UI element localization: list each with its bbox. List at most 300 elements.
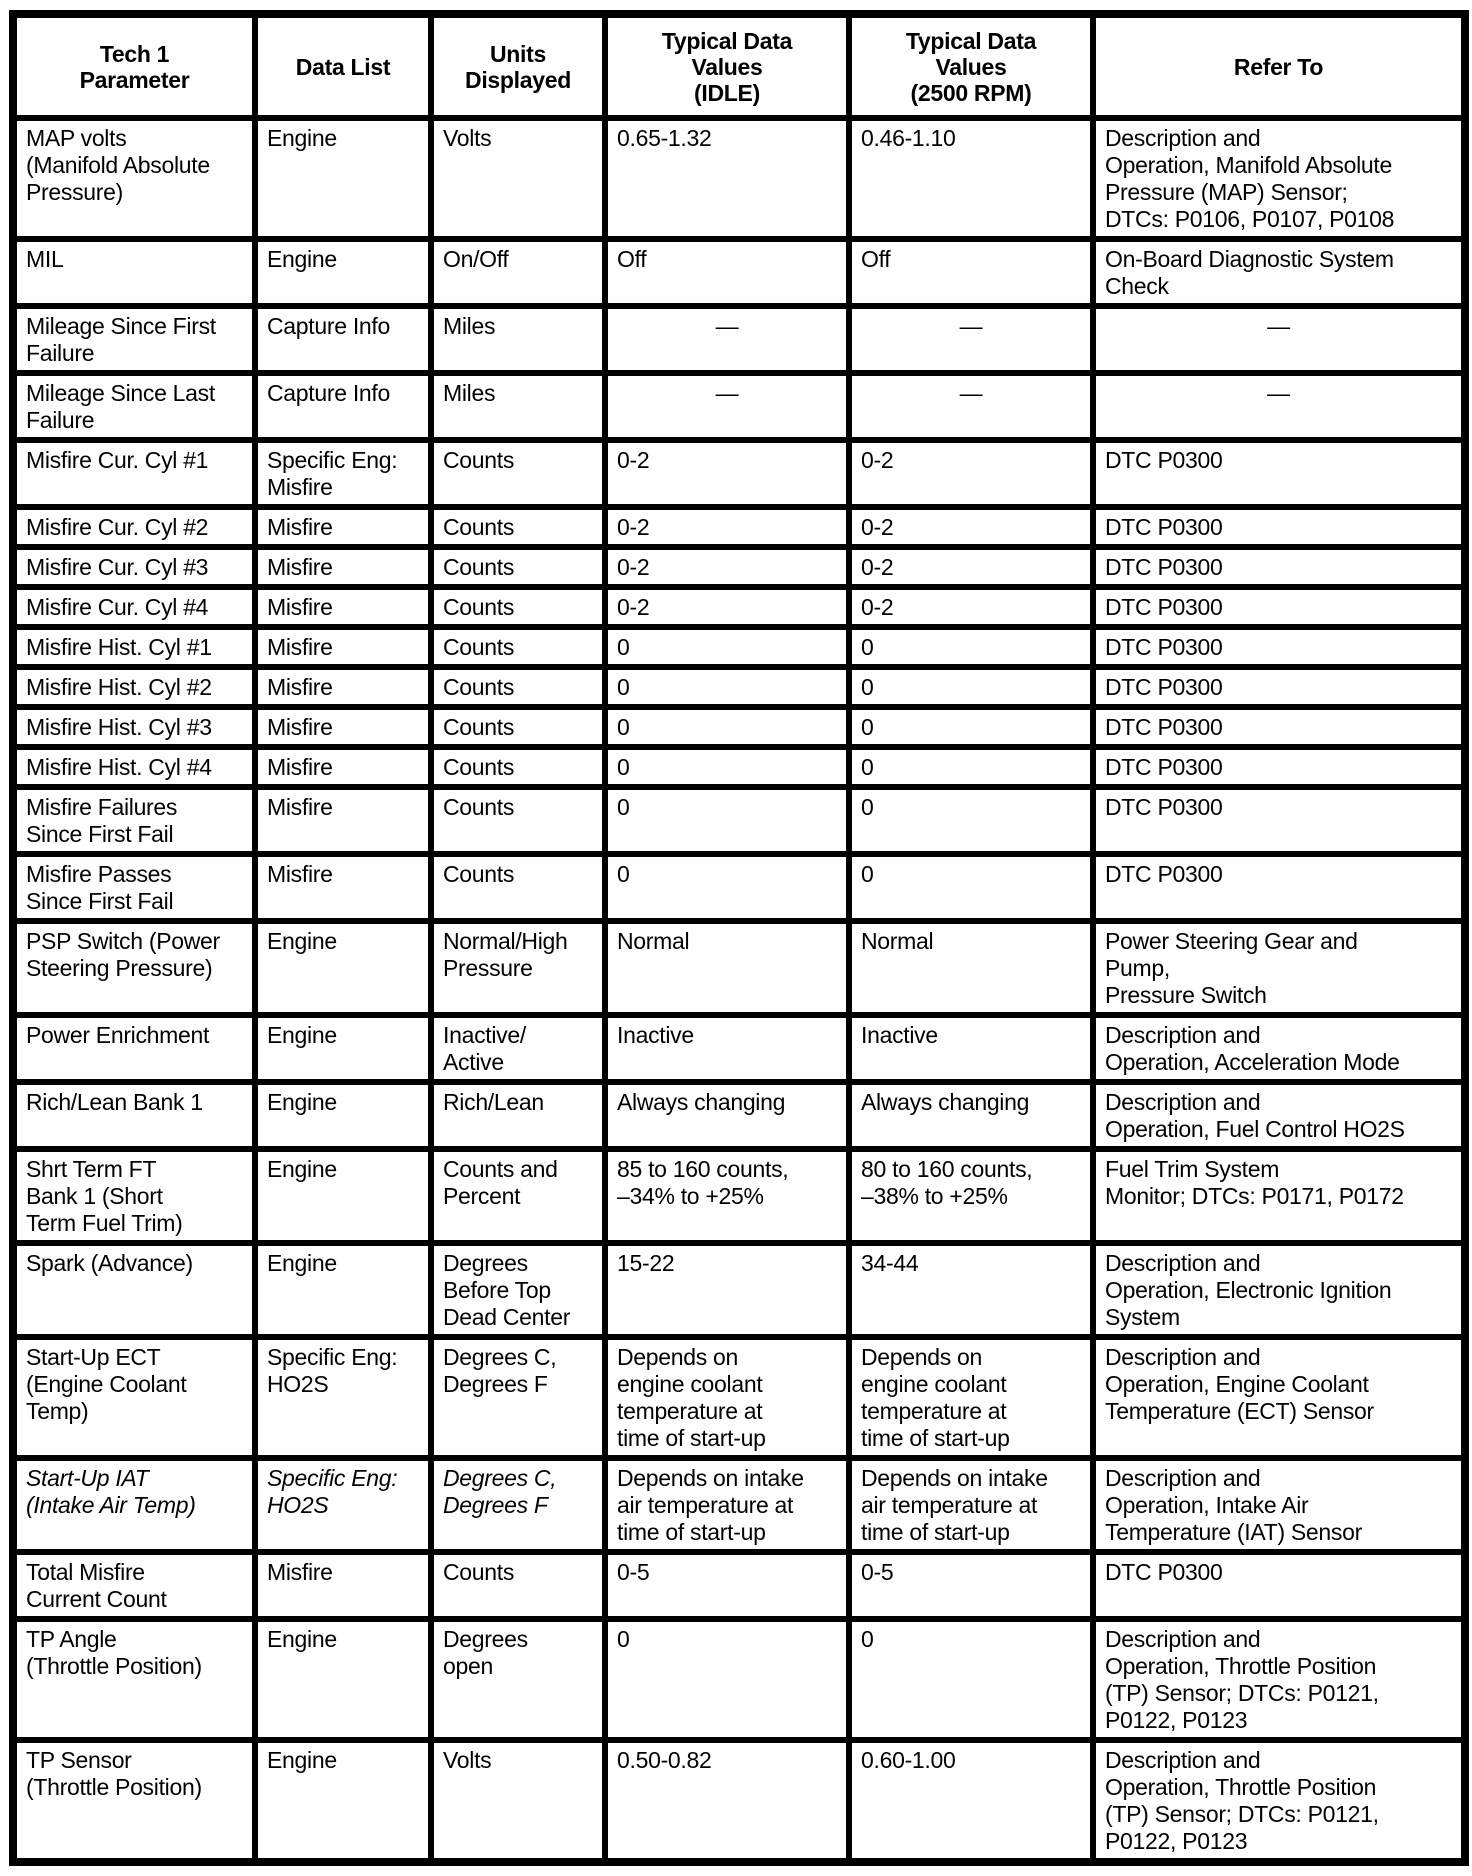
- cell-units: [431, 1552, 605, 1619]
- cell-units: [431, 1337, 605, 1458]
- cell-text-line: 0-5: [617, 1559, 650, 1585]
- cell-text-line: Inactive: [617, 1022, 694, 1048]
- cell-data-list: [255, 239, 431, 306]
- cell-text-line: Temperature (ECT) Sensor: [1105, 1398, 1374, 1424]
- cell-text-line: Description and: [1105, 1747, 1261, 1773]
- cell-text-line: 0: [861, 674, 874, 700]
- cell-text-line: Pump,: [1105, 955, 1170, 981]
- cell-2500rpm-value: [849, 587, 1093, 627]
- cell-units: [431, 1082, 605, 1149]
- cell-text-line: Dead Center: [443, 1304, 571, 1330]
- cell-text-line: On-Board Diagnostic System: [1105, 246, 1394, 272]
- header-line: Values: [935, 53, 1007, 80]
- cell-text-line: Start-Up IAT: [26, 1465, 149, 1491]
- table-row: [13, 1740, 1465, 1862]
- cell-idle-value: [605, 747, 849, 787]
- cell-text-line: –34% to +25%: [617, 1183, 764, 1209]
- dash-placeholder: —: [959, 313, 983, 339]
- cell-text-line: Miles: [443, 313, 496, 339]
- dash-placeholder: —: [959, 380, 983, 406]
- cell-text-line: DTC P0300: [1105, 554, 1223, 580]
- cell-idle-value: [605, 627, 849, 667]
- cell-text-line: 0-2: [861, 594, 894, 620]
- cell-text-line: Off: [617, 246, 647, 272]
- cell-text-line: DTC P0300: [1105, 514, 1223, 540]
- cell-text-line: MIL: [26, 246, 64, 272]
- cell-text-line: Engine: [267, 1626, 337, 1652]
- cell-idle-value: [605, 1337, 849, 1458]
- cell-2500rpm-value: [849, 1552, 1093, 1619]
- cell-parameter: [13, 1149, 255, 1243]
- cell-refer-to: [1093, 507, 1465, 547]
- cell-data-list: [255, 1619, 431, 1740]
- cell-text-line: Counts: [443, 674, 515, 700]
- cell-text-line: P0122, P0123: [1105, 1828, 1248, 1854]
- cell-data-list: [255, 1337, 431, 1458]
- cell-text-line: Specific Eng:: [267, 1465, 398, 1491]
- cell-refer-to: [1093, 118, 1465, 239]
- cell-2500rpm-value: [849, 239, 1093, 306]
- cell-parameter: [13, 547, 255, 587]
- cell-parameter: [13, 507, 255, 547]
- cell-text-line: Misfire: [267, 1559, 333, 1585]
- cell-parameter: [13, 747, 255, 787]
- cell-refer-to: [1093, 587, 1465, 627]
- cell-data-list: [255, 1015, 431, 1082]
- table-row: [13, 587, 1465, 627]
- cell-data-list: [255, 373, 431, 440]
- cell-text-line: Counts: [443, 754, 515, 780]
- cell-parameter: [13, 587, 255, 627]
- cell-text-line: 85 to 160 counts,: [617, 1156, 789, 1182]
- table-row: [13, 306, 1465, 373]
- cell-text-line: Counts: [443, 794, 515, 820]
- cell-text-line: Always changing: [617, 1089, 786, 1115]
- cell-parameter: [13, 627, 255, 667]
- cell-text-line: Operation, Throttle Position: [1105, 1653, 1377, 1679]
- cell-text-line: Counts: [443, 514, 515, 540]
- cell-idle-value: [605, 854, 849, 921]
- cell-idle-value: [605, 239, 849, 306]
- cell-2500rpm-value: [849, 1149, 1093, 1243]
- cell-refer-to: [1093, 667, 1465, 707]
- cell-text-line: Misfire: [267, 474, 333, 500]
- cell-idle-value: [605, 1015, 849, 1082]
- table-row: [13, 440, 1465, 507]
- cell-refer-to: [1093, 1243, 1465, 1337]
- cell-units: [431, 373, 605, 440]
- cell-text-line: (TP) Sensor; DTCs: P0121,: [1105, 1801, 1379, 1827]
- cell-text-line: Rich/Lean Bank 1: [26, 1089, 203, 1115]
- table-row: [13, 1149, 1465, 1243]
- table-row: [13, 1552, 1465, 1619]
- cell-text-line: time of start-up: [861, 1519, 1010, 1545]
- cell-text-line: Misfire: [267, 794, 333, 820]
- cell-text-line: Engine: [267, 125, 337, 151]
- dash-placeholder: —: [1267, 380, 1290, 406]
- cell-text-line: Engine: [267, 246, 337, 272]
- cell-data-list: [255, 118, 431, 239]
- cell-text-line: Misfire Passes: [26, 861, 172, 887]
- cell-parameter: [13, 707, 255, 747]
- cell-refer-to: [1093, 1082, 1465, 1149]
- cell-refer-to: [1093, 1149, 1465, 1243]
- cell-units: [431, 747, 605, 787]
- dash-placeholder: —: [715, 313, 739, 339]
- cell-text-line: 15-22: [617, 1250, 675, 1276]
- cell-text-line: (Throttle Position): [26, 1774, 202, 1800]
- cell-idle-value: [605, 921, 849, 1015]
- cell-idle-value: [605, 373, 849, 440]
- cell-parameter: [13, 1619, 255, 1740]
- cell-2500rpm-value: [849, 1015, 1093, 1082]
- cell-text-line: DTC P0300: [1105, 674, 1223, 700]
- cell-units: [431, 921, 605, 1015]
- cell-text-line: time of start-up: [617, 1425, 766, 1451]
- tech1-parameter-table: [9, 10, 1469, 1866]
- cell-refer-to: [1093, 921, 1465, 1015]
- cell-2500rpm-value: [849, 507, 1093, 547]
- table-row: [13, 507, 1465, 547]
- cell-text-line: 0: [861, 1626, 874, 1652]
- cell-text-line: Normal/High: [443, 928, 568, 954]
- cell-text-line: Since First Fail: [26, 821, 174, 847]
- cell-text-line: 0-2: [617, 554, 650, 580]
- cell-text-line: Misfire: [267, 714, 333, 740]
- cell-idle-value: [605, 1149, 849, 1243]
- cell-text-line: Degrees C,: [443, 1344, 557, 1370]
- header-line: Parameter: [79, 66, 190, 93]
- header-line: Displayed: [465, 66, 571, 93]
- cell-text-line: P0122, P0123: [1105, 1707, 1248, 1733]
- cell-text-line: Engine: [267, 1250, 337, 1276]
- cell-text-line: 0-2: [617, 514, 650, 540]
- cell-text-line: Description and: [1105, 125, 1261, 151]
- header-data-list: [255, 14, 431, 118]
- cell-data-list: [255, 587, 431, 627]
- cell-idle-value: [605, 787, 849, 854]
- cell-2500rpm-value: [849, 747, 1093, 787]
- cell-2500rpm-value: [849, 1337, 1093, 1458]
- cell-text-line: DTC P0300: [1105, 1559, 1223, 1585]
- table-row: [13, 667, 1465, 707]
- cell-idle-value: [605, 1243, 849, 1337]
- table-row: [13, 547, 1465, 587]
- cell-2500rpm-value: [849, 373, 1093, 440]
- cell-text-line: Off: [861, 246, 891, 272]
- table-row: [13, 1243, 1465, 1337]
- cell-2500rpm-value: [849, 627, 1093, 667]
- cell-text-line: Mileage Since Last: [26, 380, 215, 406]
- cell-text-line: DTC P0300: [1105, 861, 1223, 887]
- cell-text-line: Bank 1 (Short: [26, 1183, 163, 1209]
- cell-refer-to: [1093, 627, 1465, 667]
- cell-idle-value: [605, 1458, 849, 1552]
- cell-text-line: Degrees C,: [443, 1465, 557, 1491]
- cell-idle-value: [605, 1082, 849, 1149]
- cell-text-line: TP Angle: [26, 1626, 117, 1652]
- cell-text-line: (Manifold Absolute: [26, 152, 210, 178]
- cell-text-line: HO2S: [267, 1492, 329, 1518]
- cell-text-line: Misfire: [267, 594, 333, 620]
- cell-parameter: [13, 854, 255, 921]
- cell-text-line: air temperature at: [617, 1492, 794, 1518]
- table-header-row: [13, 14, 1465, 118]
- cell-text-line: Misfire: [267, 514, 333, 540]
- cell-text-line: 0-2: [861, 447, 894, 473]
- cell-units: [431, 547, 605, 587]
- cell-text-line: Volts: [443, 1747, 492, 1773]
- table-row: [13, 373, 1465, 440]
- cell-text-line: Misfire: [267, 634, 333, 660]
- cell-idle-value: [605, 118, 849, 239]
- cell-units: [431, 1740, 605, 1862]
- cell-text-line: Misfire Hist. Cyl #4: [26, 754, 212, 780]
- cell-text-line: Operation, Intake Air: [1105, 1492, 1309, 1518]
- cell-text-line: 0-2: [861, 514, 894, 540]
- header-typical-idle: [605, 14, 849, 118]
- cell-text-line: Misfire Cur. Cyl #1: [26, 447, 209, 473]
- cell-text-line: Steering Pressure): [26, 955, 213, 981]
- cell-text-line: 0: [861, 794, 874, 820]
- header-units-displayed: [431, 14, 605, 118]
- cell-text-line: 0.60-1.00: [861, 1747, 956, 1773]
- cell-text-line: Failure: [26, 407, 95, 433]
- cell-text-line: Degrees: [443, 1626, 528, 1652]
- header-line: (2500 RPM): [910, 79, 1032, 106]
- cell-text-line: Counts: [443, 594, 515, 620]
- cell-text-line: Current Count: [26, 1586, 167, 1612]
- cell-data-list: [255, 1740, 431, 1862]
- table-row: [13, 854, 1465, 921]
- cell-units: [431, 1149, 605, 1243]
- cell-text-line: 0: [617, 674, 630, 700]
- cell-2500rpm-value: [849, 707, 1093, 747]
- cell-text-line: 0: [617, 861, 630, 887]
- header-line: Typical Data: [661, 27, 793, 54]
- cell-text-line: (Engine Coolant: [26, 1371, 187, 1397]
- cell-text-line: Before Top: [443, 1277, 551, 1303]
- cell-text-line: Counts: [443, 861, 515, 887]
- cell-refer-to: [1093, 1458, 1465, 1552]
- cell-text-line: Temp): [26, 1398, 89, 1424]
- cell-refer-to: [1093, 440, 1465, 507]
- dash-placeholder: —: [715, 380, 739, 406]
- cell-text-line: 0.46-1.10: [861, 125, 956, 151]
- cell-units: [431, 667, 605, 707]
- cell-text-line: Misfire: [267, 754, 333, 780]
- cell-text-line: 0: [861, 754, 874, 780]
- cell-2500rpm-value: [849, 440, 1093, 507]
- cell-text-line: DTC P0300: [1105, 447, 1223, 473]
- cell-units: [431, 1015, 605, 1082]
- cell-text-line: 0: [617, 1626, 630, 1652]
- table-row: [13, 1337, 1465, 1458]
- cell-refer-to: [1093, 707, 1465, 747]
- cell-refer-to: [1093, 1552, 1465, 1619]
- header-line: Typical Data: [905, 27, 1037, 54]
- cell-text-line: Monitor; DTCs: P0171, P0172: [1105, 1183, 1404, 1209]
- table-row: [13, 921, 1465, 1015]
- cell-text-line: Active: [443, 1049, 504, 1075]
- cell-text-line: 0-2: [617, 447, 650, 473]
- cell-text-line: Description and: [1105, 1465, 1261, 1491]
- cell-text-line: DTC P0300: [1105, 754, 1223, 780]
- header-line: Refer To: [1233, 53, 1324, 80]
- cell-refer-to: [1093, 373, 1465, 440]
- cell-text-line: 0: [861, 861, 874, 887]
- cell-text-line: Misfire: [267, 861, 333, 887]
- cell-parameter: [13, 1740, 255, 1862]
- cell-text-line: Misfire Hist. Cyl #3: [26, 714, 212, 740]
- cell-text-line: Operation, Electronic Ignition: [1105, 1277, 1392, 1303]
- cell-text-line: Spark (Advance): [26, 1250, 193, 1276]
- cell-data-list: [255, 440, 431, 507]
- cell-parameter: [13, 1552, 255, 1619]
- header-line: (IDLE): [694, 79, 760, 106]
- cell-data-list: [255, 1243, 431, 1337]
- cell-text-line: Power Steering Gear and: [1105, 928, 1358, 954]
- cell-idle-value: [605, 547, 849, 587]
- cell-idle-value: [605, 507, 849, 547]
- cell-text-line: Specific Eng:: [267, 1344, 398, 1370]
- cell-units: [431, 854, 605, 921]
- cell-parameter: [13, 667, 255, 707]
- cell-text-line: time of start-up: [861, 1425, 1010, 1451]
- cell-idle-value: [605, 707, 849, 747]
- cell-text-line: 0-5: [861, 1559, 894, 1585]
- cell-text-line: Counts: [443, 1559, 515, 1585]
- cell-units: [431, 787, 605, 854]
- cell-refer-to: [1093, 1619, 1465, 1740]
- cell-text-line: Degrees F: [443, 1492, 548, 1518]
- cell-data-list: [255, 1552, 431, 1619]
- header-refer-to: [1093, 14, 1465, 118]
- cell-text-line: Percent: [443, 1183, 521, 1209]
- cell-parameter: [13, 373, 255, 440]
- cell-text-line: System: [1105, 1304, 1180, 1330]
- cell-idle-value: [605, 1740, 849, 1862]
- table-row: [13, 1619, 1465, 1740]
- cell-units: [431, 1243, 605, 1337]
- cell-text-line: 0.65-1.32: [617, 125, 712, 151]
- cell-text-line: temperature at: [861, 1398, 1007, 1424]
- cell-text-line: Misfire: [267, 554, 333, 580]
- cell-text-line: PSP Switch (Power: [26, 928, 220, 954]
- cell-parameter: [13, 118, 255, 239]
- cell-text-line: Degrees: [443, 1250, 528, 1276]
- table-row: [13, 627, 1465, 667]
- cell-parameter: [13, 1337, 255, 1458]
- cell-text-line: Operation, Fuel Control HO2S: [1105, 1116, 1405, 1142]
- cell-text-line: Misfire Hist. Cyl #2: [26, 674, 212, 700]
- cell-text-line: Operation, Acceleration Mode: [1105, 1049, 1400, 1075]
- cell-text-line: 34-44: [861, 1250, 919, 1276]
- cell-text-line: Rich/Lean: [443, 1089, 544, 1115]
- cell-data-list: [255, 507, 431, 547]
- cell-text-line: Term Fuel Trim): [26, 1210, 183, 1236]
- cell-text-line: 0: [617, 754, 630, 780]
- cell-text-line: Counts: [443, 554, 515, 580]
- cell-text-line: Misfire Cur. Cyl #3: [26, 554, 209, 580]
- cell-text-line: Operation, Throttle Position: [1105, 1774, 1377, 1800]
- cell-parameter: [13, 239, 255, 306]
- cell-text-line: Depends on intake: [617, 1465, 804, 1491]
- cell-parameter: [13, 787, 255, 854]
- cell-text-line: Counts and: [443, 1156, 558, 1182]
- cell-text-line: 0: [617, 714, 630, 740]
- cell-2500rpm-value: [849, 854, 1093, 921]
- cell-2500rpm-value: [849, 118, 1093, 239]
- cell-text-line: Miles: [443, 380, 496, 406]
- table-row: [13, 239, 1465, 306]
- cell-text-line: Engine: [267, 1156, 337, 1182]
- cell-text-line: (TP) Sensor; DTCs: P0121,: [1105, 1680, 1379, 1706]
- cell-text-line: Volts: [443, 125, 492, 151]
- cell-text-line: Total Misfire: [26, 1559, 145, 1585]
- header-line: Units: [489, 40, 546, 67]
- cell-units: [431, 306, 605, 373]
- cell-text-line: Check: [1105, 273, 1169, 299]
- table-row: [13, 787, 1465, 854]
- cell-2500rpm-value: [849, 667, 1093, 707]
- cell-data-list: [255, 747, 431, 787]
- header-line: Data List: [295, 53, 391, 80]
- table-row: [13, 118, 1465, 239]
- cell-text-line: HO2S: [267, 1371, 329, 1397]
- cell-refer-to: [1093, 306, 1465, 373]
- cell-2500rpm-value: [849, 547, 1093, 587]
- cell-text-line: 0: [617, 634, 630, 660]
- cell-text-line: Operation, Manifold Absolute: [1105, 152, 1392, 178]
- cell-2500rpm-value: [849, 787, 1093, 854]
- cell-parameter: [13, 306, 255, 373]
- cell-text-line: DTC P0300: [1105, 714, 1223, 740]
- cell-text-line: Counts: [443, 714, 515, 740]
- cell-text-line: Normal: [617, 928, 690, 954]
- cell-units: [431, 118, 605, 239]
- cell-text-line: Misfire Hist. Cyl #1: [26, 634, 212, 660]
- cell-text-line: DTC P0300: [1105, 794, 1223, 820]
- cell-text-line: Shrt Term FT: [26, 1156, 157, 1182]
- cell-data-list: [255, 306, 431, 373]
- cell-units: [431, 440, 605, 507]
- table-row: [13, 1458, 1465, 1552]
- cell-text-line: Counts: [443, 634, 515, 660]
- cell-text-line: DTC P0300: [1105, 594, 1223, 620]
- cell-units: [431, 1458, 605, 1552]
- cell-parameter: [13, 921, 255, 1015]
- cell-text-line: Misfire Failures: [26, 794, 178, 820]
- table-row: [13, 707, 1465, 747]
- cell-text-line: Engine: [267, 1022, 337, 1048]
- cell-refer-to: [1093, 1015, 1465, 1082]
- cell-text-line: Operation, Engine Coolant: [1105, 1371, 1369, 1397]
- cell-text-line: 0-2: [617, 594, 650, 620]
- cell-data-list: [255, 667, 431, 707]
- cell-idle-value: [605, 667, 849, 707]
- cell-text-line: Start-Up ECT: [26, 1344, 161, 1370]
- cell-parameter: [13, 1015, 255, 1082]
- cell-text-line: 0: [861, 714, 874, 740]
- cell-text-line: Engine: [267, 928, 337, 954]
- table-row: [13, 1015, 1465, 1082]
- cell-text-line: (Intake Air Temp): [26, 1492, 196, 1518]
- table-row: [13, 1082, 1465, 1149]
- cell-text-line: Description and: [1105, 1250, 1261, 1276]
- cell-text-line: temperature at: [617, 1398, 763, 1424]
- cell-2500rpm-value: [849, 1740, 1093, 1862]
